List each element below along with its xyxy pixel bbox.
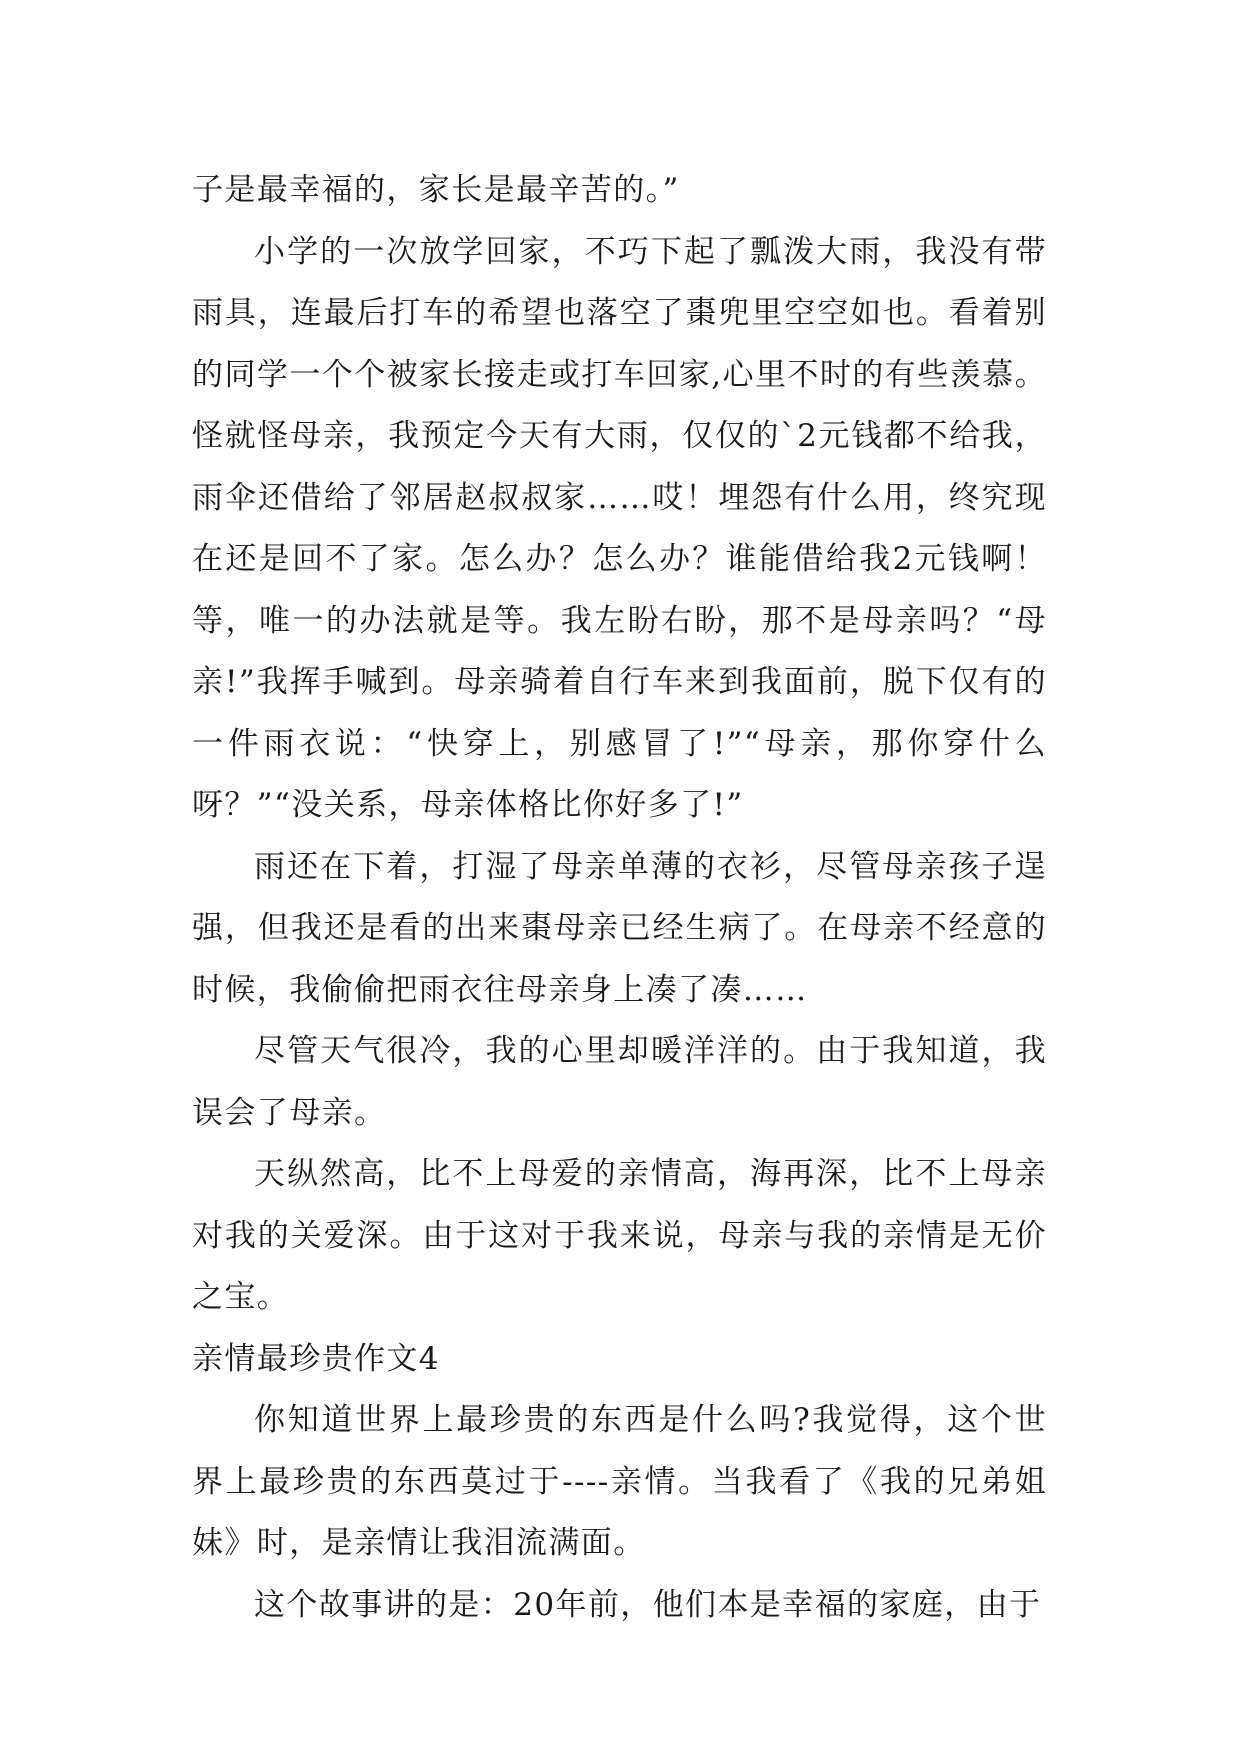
paragraph-continuation: 子是最幸福的，家长是最辛苦的。” (192, 172, 680, 208)
essay-heading: 亲情最珍贵作文4 (192, 1340, 440, 1377)
paragraph-mother-sick: 雨还在下着，打湿了母亲单薄的衣衫，尽管母亲孩子逞强，但我还是看的出来棗母亲已经生病了。在母亲不经意的时候，我偷偷把雨衣往母亲身上凑了凑…… (192, 848, 1047, 1008)
document-body (192, 160, 1047, 1636)
paragraph-priceless: 天纵然高，比不上母爱的亲情高，海再深，比不上母亲对我的关爱深。由于这对于我来说，母亲与我的亲情是无价之宝。 (192, 1156, 1047, 1315)
paragraph-story-intro: 这个故事讲的是：20年前，他们本是幸福的家庭，由于 (254, 1586, 1042, 1623)
paragraph-warm-heart: 尽管天气很冷，我的心里却暖洋洋的。由于我知道，我误会了母亲。 (192, 1033, 1047, 1131)
paragraph-most-precious: 你知道世界上最珍贵的东西是什么吗?我觉得，这个世界上最珍贵的东西莫过于----亲情。当我看了《我的兄弟姐妹》时，是亲情让我泪流满面。 (192, 1402, 1047, 1561)
paragraph-rain-story: 小学的一次放学回家，不巧下起了瓢泼大雨，我没有带雨具，连最后打车的希望也落空了棗兜里空空如也。看着别的同学一个个被家长接走或打车回家,心里不时的有些羡慕。怪就怪母亲，我预定今天有大雨，仅仅的`2元钱都不给我，雨伞还借给了邻居赵叔叔家……哎！埋怨有什么用，终究现在还是回不了家。怎么办？怎么办？谁能借给我2元钱啊！等，唯一的办法就是等。我左盼右盼，那不是母亲吗？“母亲!”我挥手喊到。母亲骑着自行车来到我面前，脱下仅有的一件雨衣说：“快穿上，别感冒了!”“母亲，那你穿什么呀？”“没关系，母亲体格比你好多了!” (192, 233, 1047, 823)
